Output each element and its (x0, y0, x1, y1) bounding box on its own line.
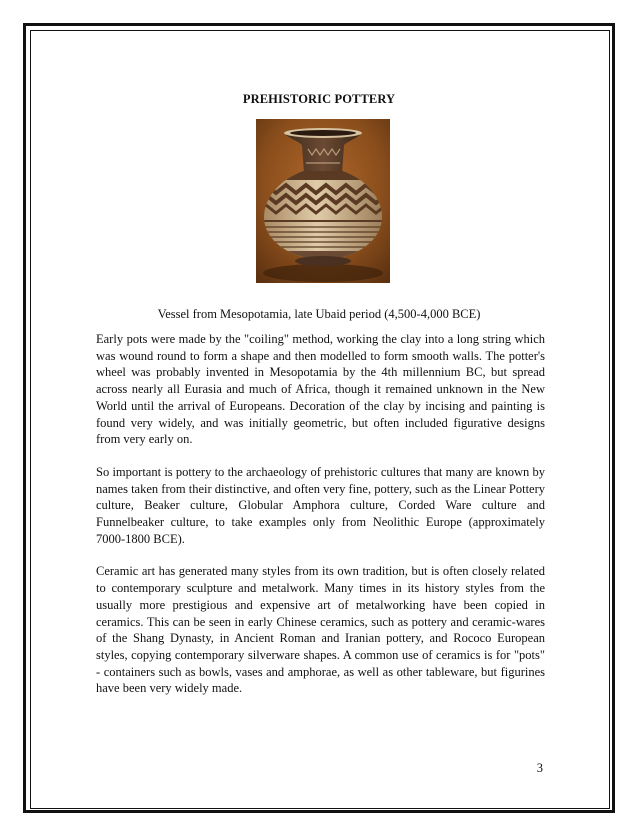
paragraph: Ceramic art has generated many styles from its own tradition, but is often closely related to contemporary sculpture and metalwork. Many times in its history styles from the usually more prestigious and expensive art of metalworking have been copied in ceramics. This can be seen in early Chinese ceramics, such as pottery and ceramic-wares of the Shang Dynasty, in Ancient Roman and Iranian pottery, and Rococo European styles, copying contemporary silverware shapes. A common use of ceramics is for "pots" - containers such as bowls, vases and amphorae, as well as other tableware, but figurines have been very widely made. (96, 564, 545, 696)
paragraph: So important is pottery to the archaeology of prehistoric cultures that many are known by names taken from their distinctive, and often very fine, pottery, such as the Linear Pottery culture, Beaker culture, Globular Amphora culture, Corded Ware culture and Funnelbeaker culture, to take examples only from Neolithic Europe (approximately 7000-1800 BCE). (96, 464, 545, 546)
vessel-photo (256, 119, 390, 283)
image-caption: Vessel from Mesopotamia, late Ubaid period (4,500-4,000 BCE) (157, 307, 481, 321)
page-number: 3 (536, 761, 543, 775)
page-title: PREHISTORIC POTTERY (242, 92, 396, 106)
body-text (96, 331, 545, 713)
paragraph: Early pots were made by the "coiling" method, working the clay into a long string which was wound round to form a shape and then modelled to form smooth walls. The potter's wheel was probably invented in Mesopotamia by the 4th millennium BC, but spread across nearly all Eurasia and much of Africa, though it remained unknown in the New World until the arrival of Europeans. Decoration of the clay by incising and painting is found very widely, and was initially geometric, but often included figurative designs from very early on. (96, 332, 545, 447)
